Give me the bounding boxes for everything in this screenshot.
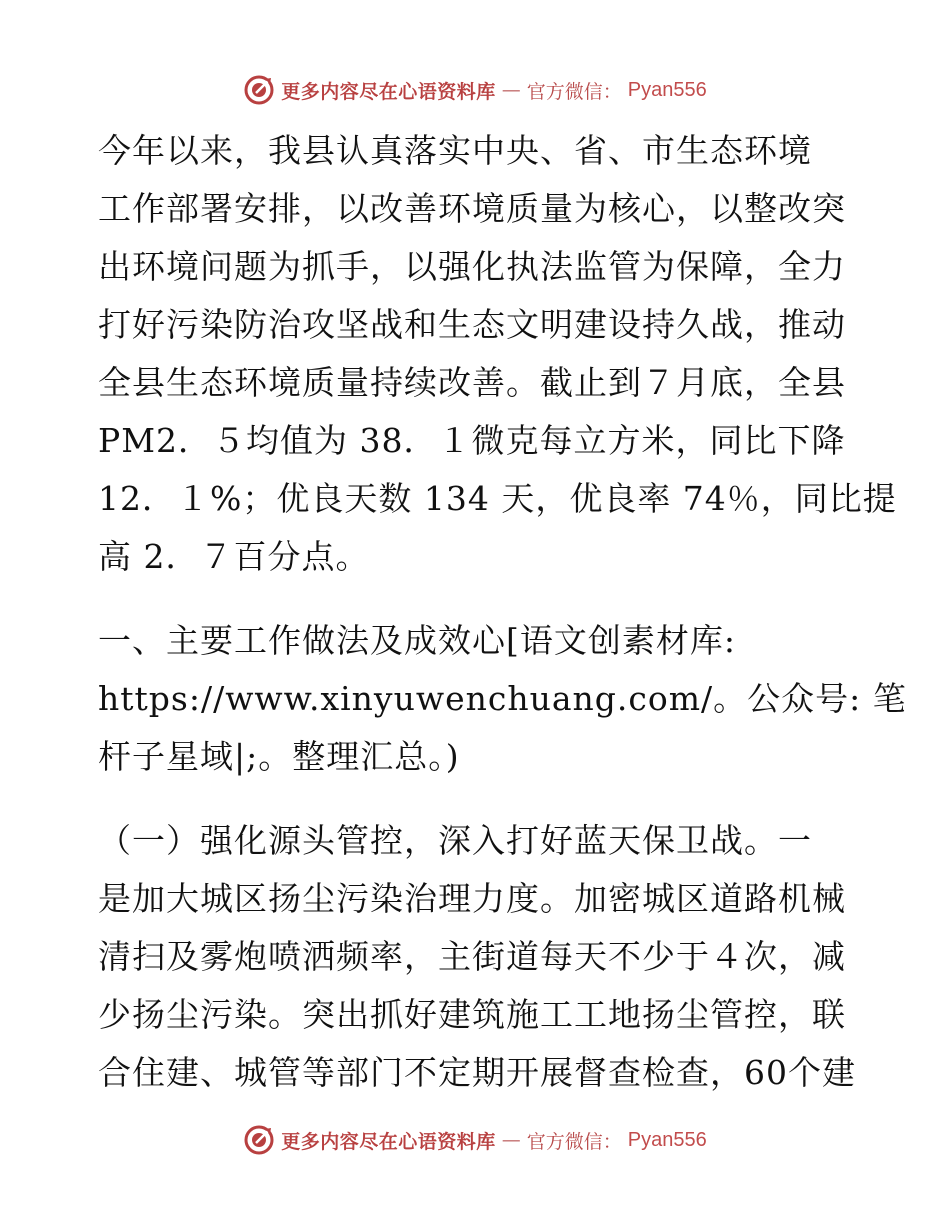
text-line: https://www.xinyuwenchuang.com/。公众号: 笔 (98, 679, 907, 718)
document-body (98, 122, 907, 1102)
watermark-wechat-id: Pyan556 (627, 78, 707, 101)
watermark-official-label: 官方微信： (526, 1130, 622, 1153)
footer-watermark (0, 1120, 950, 1160)
text-line: 全县生态环境质量持续改善。截止到７月底，全县 (98, 363, 846, 402)
text-line: PM2．５均值为 38．１微克每立方米，同比下降 (98, 421, 846, 460)
paragraph-gap (98, 786, 868, 812)
paragraph-gap (98, 586, 868, 612)
pen-logo-icon (243, 74, 275, 106)
watermark-dash: — (501, 79, 521, 101)
text-line: 合住建、城管等部门不定期开展督查检查，60个建 (98, 1053, 856, 1092)
text-line: 少扬尘污染。突出抓好建筑施工工地扬尘管控，联 (98, 995, 846, 1034)
watermark-dash: — (501, 1129, 521, 1151)
paragraph-intro (98, 122, 897, 586)
text-line: 一、主要工作做法及成效心[语文创素材库: (98, 621, 736, 660)
text-line: 高 2．７百分点。 (98, 537, 370, 576)
watermark-official-label: 官方微信： (526, 80, 622, 103)
text-line: 出环境问题为抓手，以强化执法监管为保障，全力 (98, 247, 846, 286)
text-line: 12．１%；优良天数 134 天，优良率 74％，同比提 (98, 479, 897, 518)
text-line: （一）强化源头管控，深入打好蓝天保卫战。一 (98, 821, 812, 860)
watermark-wechat-id: Pyan556 (627, 1128, 707, 1151)
header-watermark (0, 70, 950, 110)
pen-logo-icon (243, 1124, 275, 1156)
text-line: 工作部署安排，以改善环境质量为核心，以整改突 (98, 189, 846, 228)
text-line: 打好污染防治攻坚战和生态文明建设持久战，推动 (98, 305, 846, 344)
text-line: 是加大城区扬尘污染治理力度。加密城区道路机械 (98, 879, 846, 918)
text-line: 今年以来，我县认真落实中央、省、市生态环境 (98, 131, 812, 170)
watermark-text: 更多内容尽在心语资料库 (281, 1130, 496, 1153)
paragraph-blue-sky (98, 812, 868, 1102)
text-line: 清扫及雾炮喷洒频率，主街道每天不少于４次，减 (98, 937, 846, 976)
watermark-text: 更多内容尽在心语资料库 (281, 80, 496, 103)
paragraph-section-heading (98, 612, 907, 786)
text-line: 杆子星域|;。整理汇总。) (98, 737, 460, 776)
